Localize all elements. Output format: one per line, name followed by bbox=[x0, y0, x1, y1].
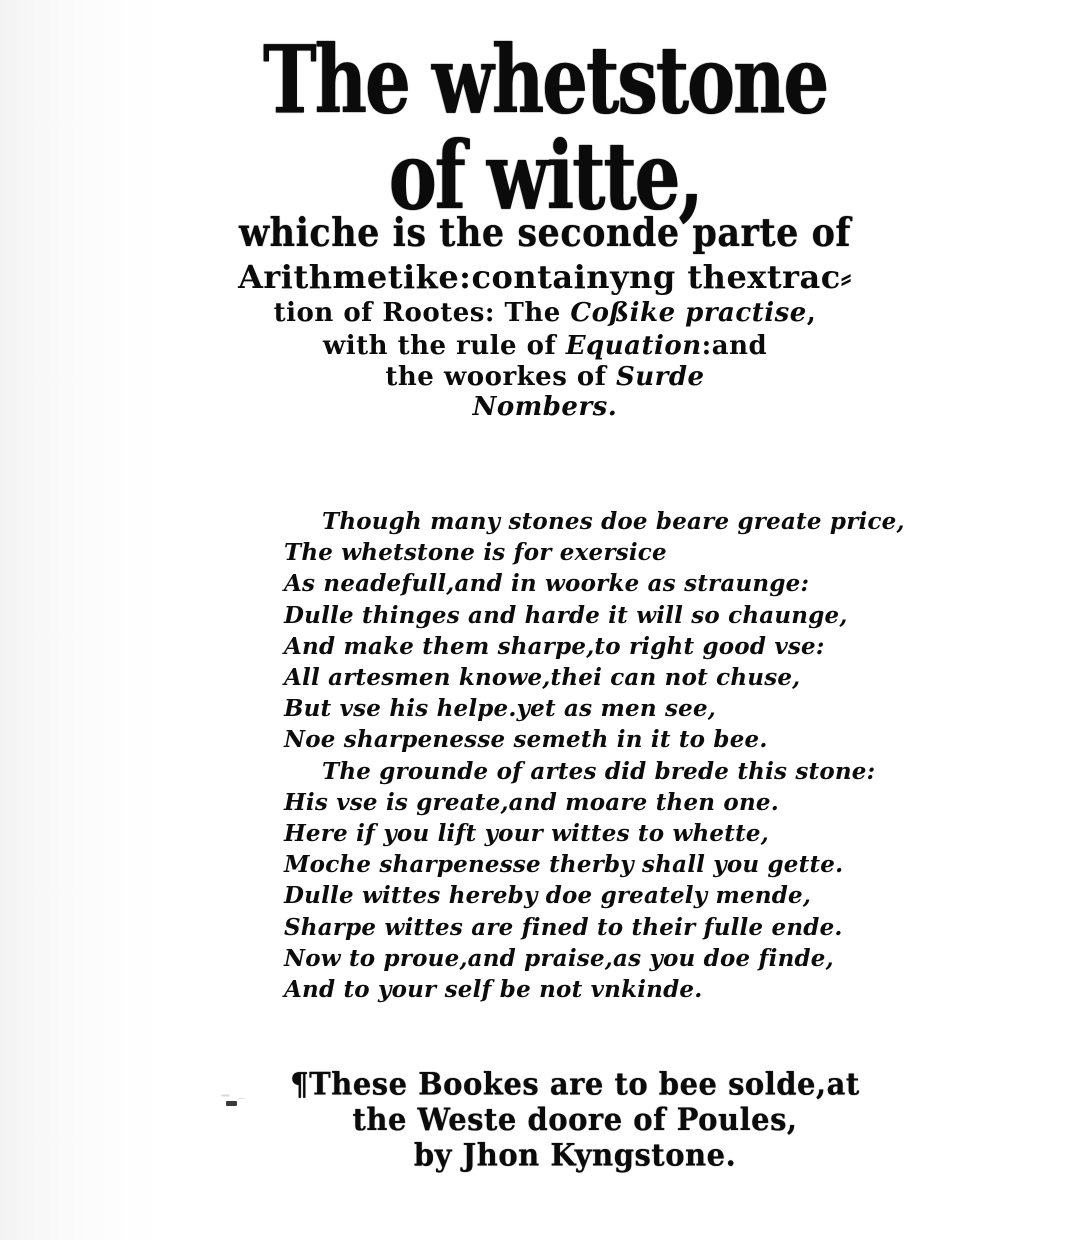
subtitle-line-4-post: :and bbox=[701, 331, 768, 361]
subtitle-line-3-emphasis: Coßike practise bbox=[570, 298, 807, 328]
book-title-line-2: of witte, bbox=[388, 120, 702, 231]
colophon-line-3: by Jhon Kyngstone. bbox=[413, 1137, 737, 1174]
poem-line: As neadefull,and in woorke as straunge: bbox=[284, 570, 810, 598]
poem-line: Sharpe wittes are fined to their fulle ende. bbox=[284, 913, 843, 941]
poem-line: Moche sharpenesse therby shall you gette. bbox=[284, 851, 844, 879]
poem-line: All artesmen knowe,thei can not chuse, bbox=[284, 664, 801, 692]
subtitle-line-6-emphasis: Nombers. bbox=[472, 392, 618, 422]
subtitle-line-4 bbox=[45, 331, 1045, 361]
colophon-line-2: the Weste doore of Poules, bbox=[352, 1101, 798, 1138]
poem-line: Noe sharpenesse semeth in it to bee. bbox=[284, 726, 768, 754]
subtitle-line-5-pre: the woorkes of bbox=[385, 362, 616, 392]
poem-line: Now to proue,and praise,as you doe finde, bbox=[284, 944, 834, 972]
subtitle-line-1: whiche is the seconde parte of bbox=[239, 210, 851, 256]
subtitle-line-3-pre: tion of Rootes: The bbox=[273, 298, 571, 328]
subtitle-line-5-emphasis: Surde bbox=[616, 362, 705, 392]
poem-line: His vse is greate,and moare then one. bbox=[284, 788, 779, 816]
poem-line: Dulle wittes hereby doe greately mende, bbox=[284, 882, 812, 910]
poem-line: Though many stones doe beare greate price, bbox=[322, 508, 905, 535]
poem-line: The whetstone is for exersice bbox=[284, 539, 667, 567]
subtitle-line-5 bbox=[45, 362, 1045, 392]
poem-line: But vse his helpe.yet as men see, bbox=[284, 695, 716, 723]
colophon-line-1: ¶These Bookes are to bee solde,at bbox=[290, 1066, 860, 1102]
book-title-line-1: The whetstone bbox=[262, 24, 828, 135]
poem-line: Dulle thinges and harde it will so chaunge, bbox=[284, 601, 848, 629]
poem-line: The grounde of artes did brede this stone: bbox=[322, 757, 876, 785]
subtitle-line-3-post: , bbox=[806, 298, 817, 328]
subtitle-line-2: Arithmetike:containyng thextrac⸗ bbox=[238, 258, 852, 296]
poem-line: And to your self be not vnkinde. bbox=[284, 976, 703, 1004]
colophon bbox=[45, 1066, 1090, 1173]
subtitle-line-4-emphasis: Equation bbox=[565, 331, 702, 361]
subtitle-line-4-pre: with the rule of bbox=[322, 331, 566, 361]
subtitle-line-6 bbox=[45, 392, 1045, 422]
subtitle-line-3 bbox=[45, 298, 1045, 328]
poem-line: And make them sharpe,to right good vse: bbox=[284, 632, 825, 660]
title-page-verse bbox=[284, 506, 904, 1005]
poem-line: Here if you lift your wittes to whette, bbox=[284, 820, 769, 848]
